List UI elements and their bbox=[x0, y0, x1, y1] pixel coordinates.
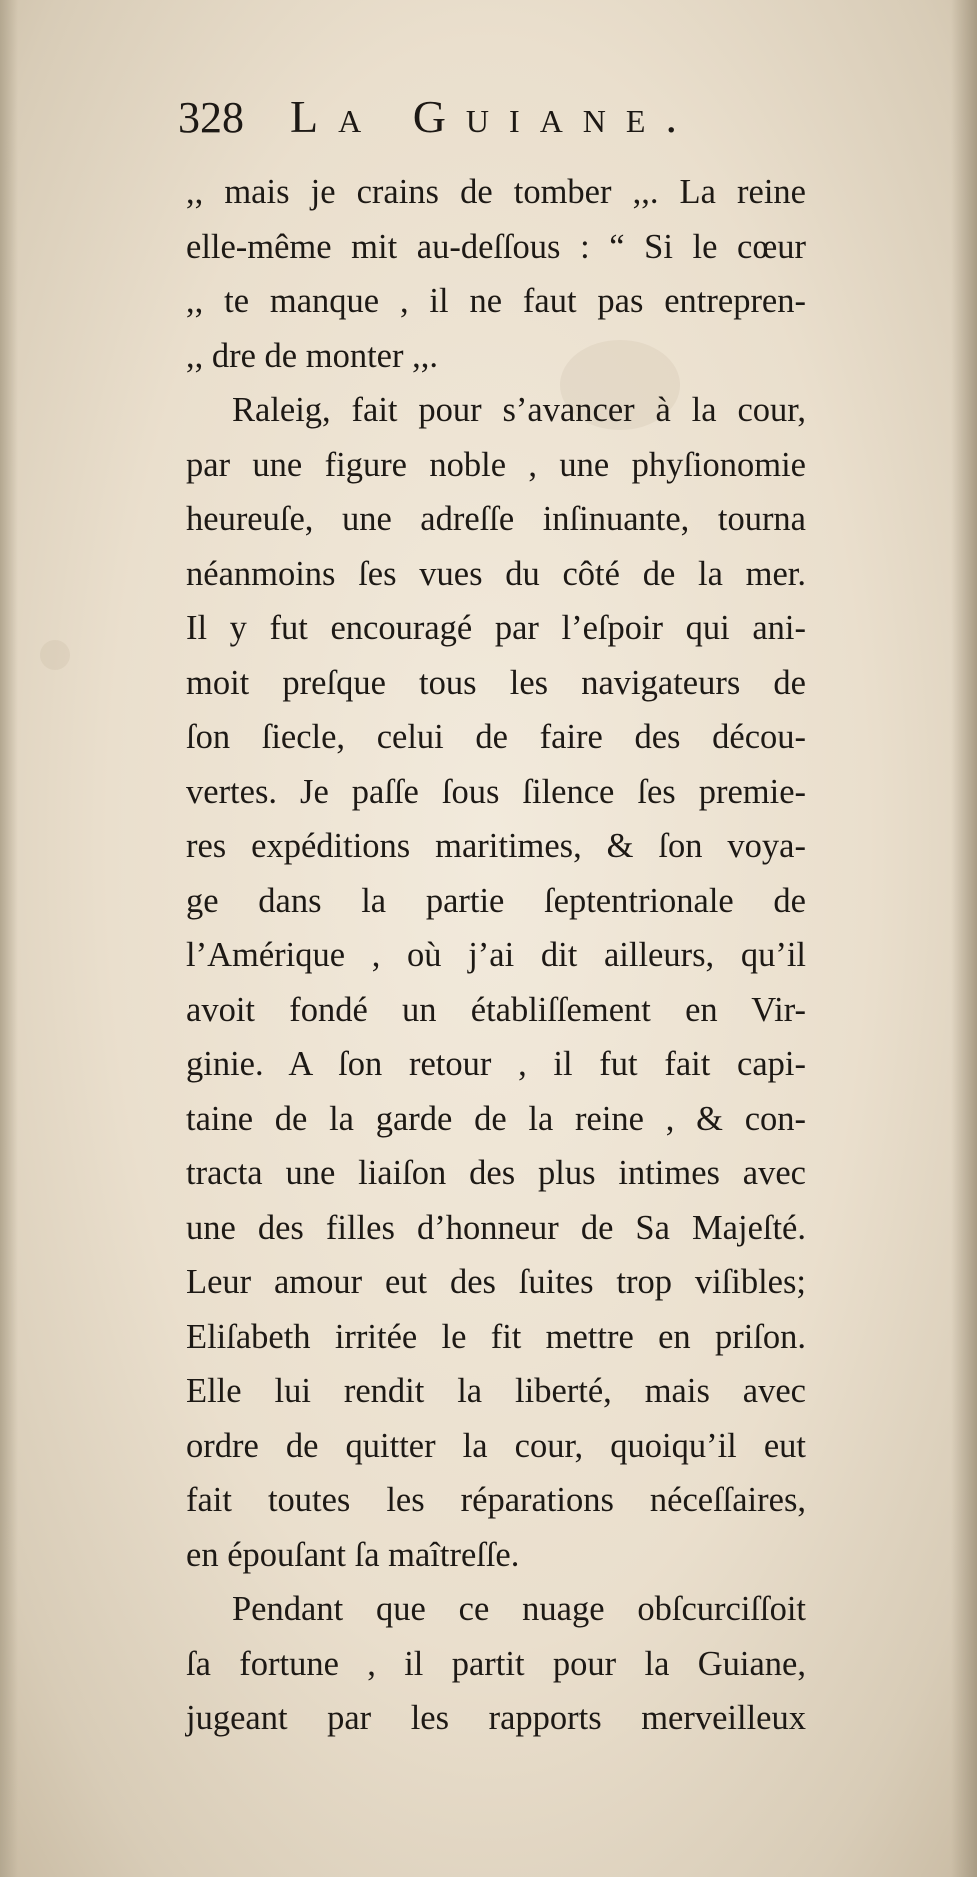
text-line: ginie. A ſon retour , il fut fait capi- bbox=[186, 1045, 806, 1083]
text-line: Raleig, fait pour s’avancer à la cour, bbox=[232, 391, 806, 429]
running-title: La Guiane. bbox=[290, 91, 697, 142]
body-text bbox=[186, 165, 806, 1746]
text-line: ,, mais je crains de tomber ,,. La reine bbox=[186, 173, 806, 211]
page-right-edge-shadow bbox=[951, 0, 977, 1877]
text-line: en épouſant ſa maîtreſſe. bbox=[186, 1535, 520, 1574]
text-line: avoit fondé un établiſſement en Vir- bbox=[186, 990, 806, 1029]
page-number: 328 bbox=[178, 93, 244, 142]
text-line: Pendant que ce nuage obſcurciſſoit bbox=[232, 1590, 806, 1628]
text-line: fait toutes les réparations néceſſaires, bbox=[186, 1481, 806, 1519]
page-left-edge-shadow bbox=[0, 0, 18, 1877]
text-line: elle-même mit au-deſſous : “ Si le cœur bbox=[186, 227, 806, 266]
text-line: Elle lui rendit la liberté, mais avec bbox=[186, 1372, 806, 1410]
text-line: ge dans la partie ſeptentrionale de bbox=[186, 881, 806, 920]
text-line: l’Amérique , où j’ai dit ailleurs, qu’il bbox=[186, 936, 806, 974]
text-line: res expéditions maritimes, & ſon voya- bbox=[186, 827, 806, 865]
text-line: néanmoins ſes vues du côté de la mer. bbox=[186, 554, 806, 593]
text-line: Leur amour eut des ſuites trop viſibles; bbox=[186, 1263, 806, 1301]
text-line: vertes. Je paſſe ſous ſilence ſes premie- bbox=[186, 772, 806, 811]
text-line: une des filles d’honneur de Sa Majeſté. bbox=[186, 1208, 806, 1247]
text-line: ,, te manque , il ne faut pas entrepren- bbox=[186, 282, 806, 320]
text-line: tracta une liaiſon des plus intimes avec bbox=[186, 1154, 806, 1192]
text-line: ordre de quitter la cour, quoiqu’il eut bbox=[186, 1426, 806, 1465]
text-line: heureuſe, une adreſſe inſinuante, tourna bbox=[186, 500, 806, 538]
paper-stain bbox=[40, 640, 70, 670]
text-line: moit preſque tous les navigateurs de bbox=[186, 663, 806, 702]
text-line: Eliſabeth irritée le fit mettre en priſon. bbox=[186, 1317, 806, 1356]
text-line: Il y fut encouragé par l’eſpoir qui ani- bbox=[186, 609, 806, 647]
text-line: jugeant par les rapports merveilleux bbox=[186, 1699, 806, 1737]
page-header bbox=[178, 90, 768, 160]
text-line: taine de la garde de la reine , & con- bbox=[186, 1099, 806, 1138]
text-line: ,, dre de monter ,,. bbox=[186, 336, 438, 375]
text-line: ſon ſiecle, celui de faire des décou- bbox=[186, 718, 806, 756]
text-line: ſa fortune , il partit pour la Guiane, bbox=[186, 1644, 806, 1683]
text-line: par une figure noble , une phyſionomie bbox=[186, 445, 806, 484]
